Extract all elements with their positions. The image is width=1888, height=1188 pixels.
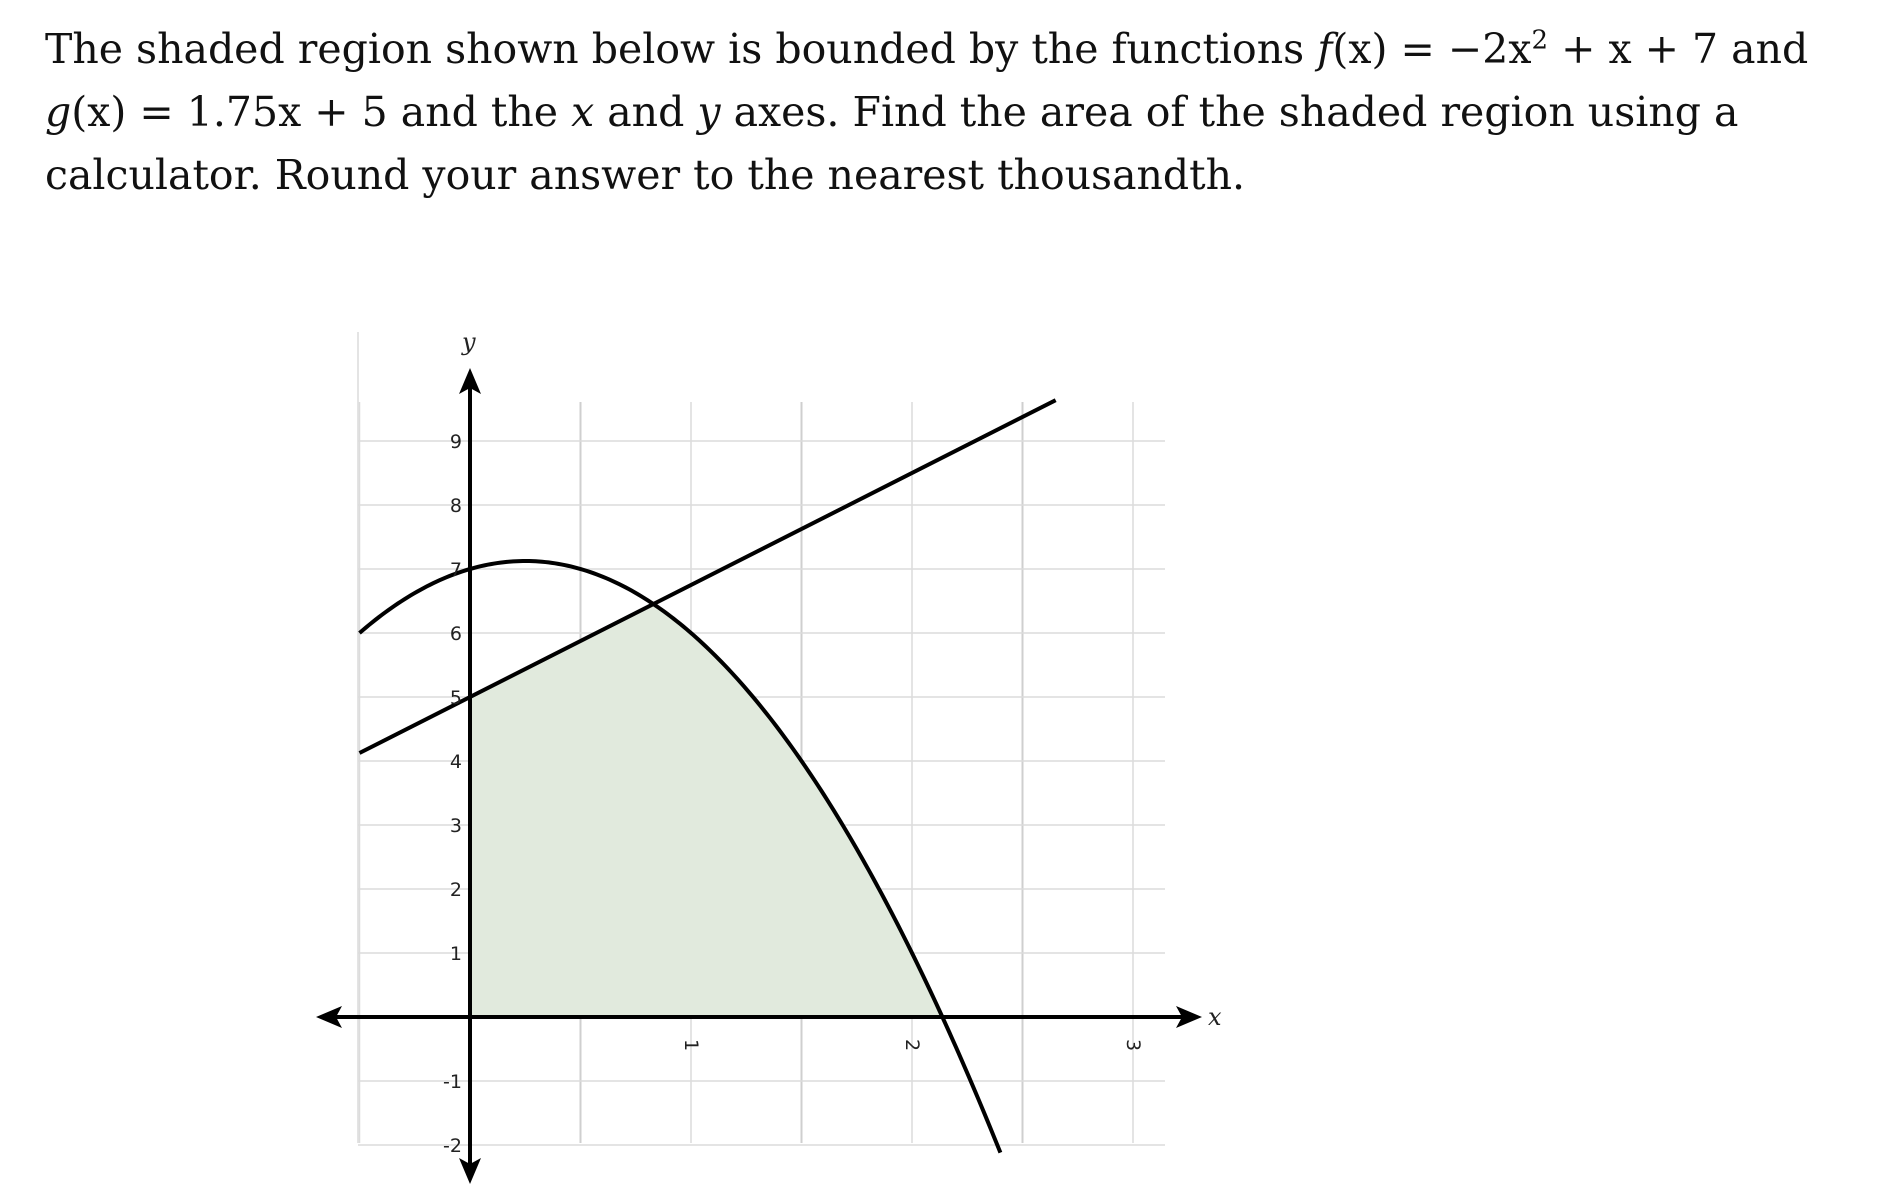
shaded-region — [470, 604, 942, 1017]
f-equation: = −2x — [1387, 25, 1532, 73]
y-axis-label: y — [462, 328, 476, 356]
y-tick-label: 9 — [449, 431, 462, 453]
problem-text-and: and — [1718, 25, 1809, 73]
x-tick-label: 3 — [1122, 1039, 1144, 1052]
y-tick-label: -2 — [443, 1135, 462, 1157]
y-tick-label: 2 — [449, 879, 462, 901]
f-function-name: f — [1317, 25, 1333, 73]
y-tick-label: 7 — [449, 559, 462, 581]
y-variable: y — [697, 88, 721, 136]
problem-text-instructions: axes. Find the area of the shaded region using a calculator. Round your answer to the nearest thousandth. — [45, 88, 1739, 199]
y-tick-label: 3 — [449, 815, 462, 837]
x-axis-label: x — [1208, 1003, 1222, 1031]
g-argument: (x) — [71, 88, 127, 136]
x-tick-label: 2 — [901, 1039, 923, 1052]
y-tick-label: 6 — [449, 623, 462, 645]
y-tick-label: 5 — [449, 687, 462, 709]
problem-text-and-2: and — [594, 88, 698, 136]
f-equation-rest: + x + 7 — [1548, 25, 1719, 73]
f-argument: (x) — [1332, 25, 1388, 73]
problem-text-axes: and the — [387, 88, 572, 136]
g-equation: = 1.75x + 5 — [126, 88, 388, 136]
problem-text: The shaded region shown below is bounded by the functions — [45, 25, 1318, 73]
y-tick-label: 8 — [449, 495, 462, 517]
x-tick-label: 1 — [680, 1039, 702, 1052]
f-exponent: 2 — [1531, 25, 1549, 56]
y-tick-label: -1 — [443, 1071, 462, 1093]
y-tick-label: 1 — [449, 943, 462, 965]
x-variable: x — [571, 88, 595, 136]
y-tick-label: 4 — [449, 751, 462, 773]
g-function-name: g — [45, 88, 72, 136]
